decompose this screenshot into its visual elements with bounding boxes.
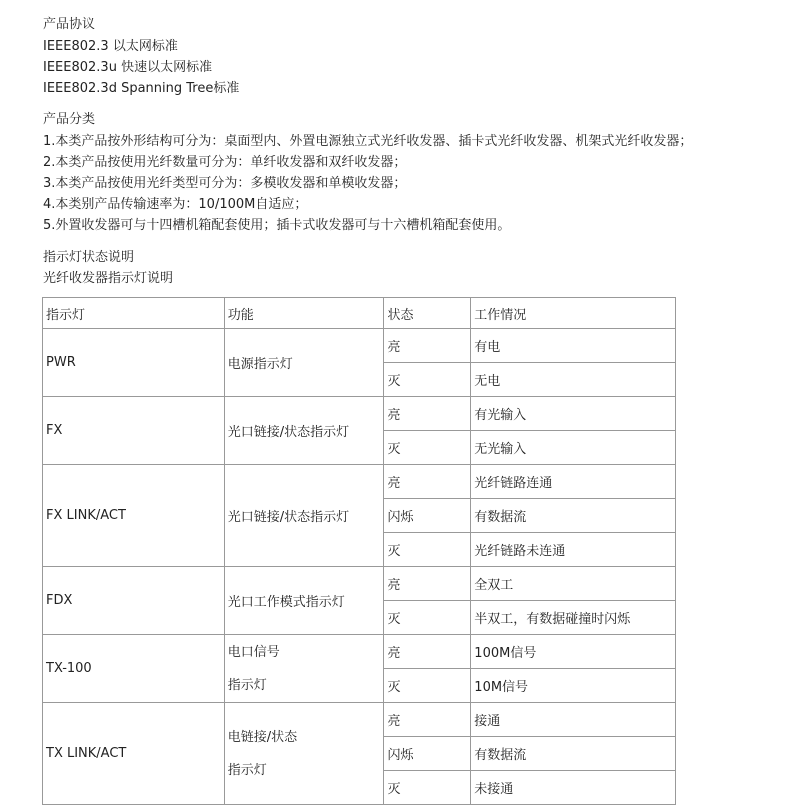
- indicator-condition: 有数据流: [471, 737, 676, 771]
- indicator-state: 灭: [384, 533, 471, 567]
- classification-heading: 产品分类: [43, 112, 96, 127]
- header-function: 功能: [224, 298, 384, 329]
- indicator-function: 光口链接/状态指示灯: [224, 397, 384, 465]
- table-header-row: [43, 298, 676, 329]
- indicator-function: 电源指示灯: [224, 329, 384, 397]
- indicator-name: TX-100: [43, 635, 225, 703]
- header-indicator: 指示灯: [43, 298, 225, 329]
- protocol-item: IEEE802.3d Spanning Tree标准: [43, 81, 240, 96]
- indicator-state: 灭: [384, 601, 471, 635]
- indicator-condition: 光纤链路未连通: [471, 533, 676, 567]
- indicator-state: 亮: [384, 703, 471, 737]
- table-row: [43, 465, 676, 499]
- indicator-condition: 有电: [471, 329, 676, 363]
- indicator-function: [224, 635, 384, 703]
- classification-item: 4.本类别产品传输速率为：10/100M自适应；: [43, 197, 308, 212]
- indicator-condition: 无光输入: [471, 431, 676, 465]
- protocol-item: IEEE802.3u 快速以太网标准: [43, 60, 213, 75]
- indicator-state: 亮: [384, 329, 471, 363]
- indicator-function-line: 电链接/状态: [227, 729, 298, 745]
- protocol-heading: 产品协议: [43, 17, 96, 32]
- indicator-state: 闪烁: [384, 499, 471, 533]
- indicator-state: 亮: [384, 465, 471, 499]
- indicator-state: 灭: [384, 363, 471, 397]
- indicator-state: 亮: [384, 397, 471, 431]
- table-row: [43, 329, 676, 363]
- indicator-name: FX: [43, 397, 225, 465]
- indicator-state: 亮: [384, 635, 471, 669]
- indicator-state: 亮: [384, 567, 471, 601]
- indicator-function-line: 指示灯: [227, 762, 267, 778]
- indicator-function: 光口工作模式指示灯: [224, 567, 384, 635]
- table-row: [43, 397, 676, 431]
- indicator-state: 灭: [384, 431, 471, 465]
- indicator-table: [42, 297, 676, 805]
- indicator-state: 灭: [384, 669, 471, 703]
- indicator-condition: 无电: [471, 363, 676, 397]
- indicator-state: 灭: [384, 771, 471, 805]
- table-row: [43, 703, 676, 737]
- indicator-condition: 未接通: [471, 771, 676, 805]
- indicator-heading: 指示灯状态说明: [43, 250, 135, 265]
- indicator-function: 光口链接/状态指示灯: [224, 465, 384, 567]
- indicator-name: FDX: [43, 567, 225, 635]
- indicator-condition: 有光输入: [471, 397, 676, 431]
- table-row: [43, 635, 676, 669]
- indicator-subheading: 光纤收发器指示灯说明: [43, 271, 174, 286]
- indicator-function: [224, 703, 384, 805]
- classification-item: 1.本类产品按外形结构可分为：桌面型内、外置电源独立式光纤收发器、插卡式光纤收发器、机架式光纤收发器；: [43, 134, 693, 149]
- classification-item: 3.本类产品按使用光纤类型可分为：多模收发器和单模收发器；: [43, 176, 407, 191]
- indicator-name: FX LINK/ACT: [43, 465, 225, 567]
- indicator-function-line: 电口信号: [227, 644, 280, 660]
- indicator-name: PWR: [43, 329, 225, 397]
- indicator-condition: 光纤链路连通: [471, 465, 676, 499]
- indicator-condition: 接通: [471, 703, 676, 737]
- indicator-condition: 10M信号: [471, 669, 676, 703]
- indicator-condition: 100M信号: [471, 635, 676, 669]
- header-condition: 工作情况: [471, 298, 676, 329]
- indicator-condition: 全双工: [471, 567, 676, 601]
- indicator-condition: 有数据流: [471, 499, 676, 533]
- header-state: 状态: [384, 298, 471, 329]
- classification-item: 5.外置收发器可与十四槽机箱配套使用；插卡式收发器可与十六槽机箱配套使用。: [43, 218, 511, 233]
- indicator-function-line: 指示灯: [227, 677, 267, 693]
- indicator-condition: 半双工，有数据碰撞时闪烁: [471, 601, 676, 635]
- protocol-item: IEEE802.3 以太网标准: [43, 39, 178, 54]
- classification-item: 2.本类产品按使用光纤数量可分为：单纤收发器和双纤收发器；: [43, 155, 407, 170]
- indicator-name: TX LINK/ACT: [43, 703, 225, 805]
- table-row: [43, 567, 676, 601]
- indicator-state: 闪烁: [384, 737, 471, 771]
